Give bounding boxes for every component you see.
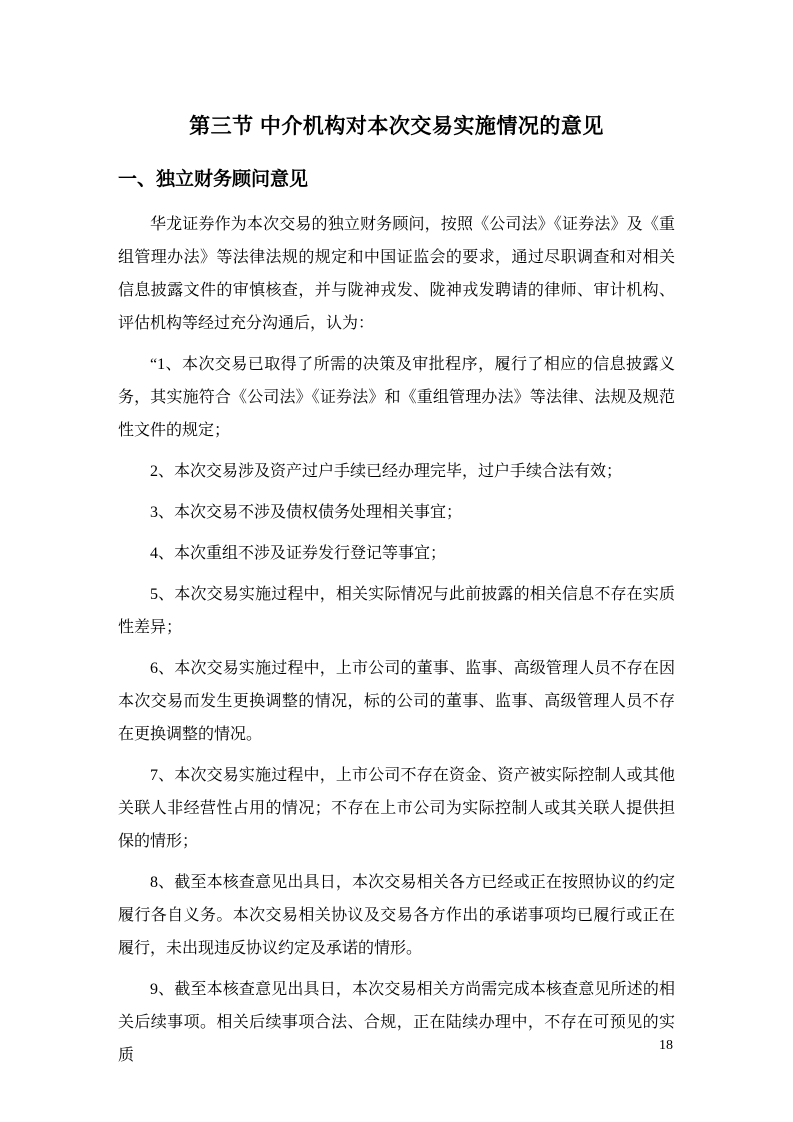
paragraph: 8、截至本核查意见出具日，本次交易相关各方已经或正在按照协议的约定履行各自义务。本次交易相关协议及交易各方作出的承诺事项均已履行或正在履行，未出现违反协议约定及承诺的情形。: [118, 874, 675, 957]
paragraph: 5、本次交易实施过程中，相关实际情况与此前披露的相关信息不存在实质性差异；: [118, 586, 675, 636]
paragraph: 2、本次交易涉及资产过户手续已经办理完毕，过户手续合法有效；: [150, 463, 623, 480]
paragraph: 4、本次重组不涉及证券发行登记等事宜；: [150, 545, 447, 562]
paragraph: 华龙证券作为本次交易的独立财务顾问，按照《公司法》《证券法》及《重组管理办法》等法律法规的规定和中国证监会的要求，通过尽职调查和对相关信息披露文件的审慎核查，并与陇神戎发、陇神戎发聘请的律师、审计机构、评估机构等经过充分沟通后，认为：: [118, 216, 675, 332]
section-heading: 一、独立财务顾问意见: [118, 169, 309, 190]
paragraph: “1、本次交易已取得了所需的决策及审批程序，履行了相应的信息披露义务，其实施符合《公司法》《证券法》和《重组管理办法》等法律、法规及规范性文件的规定；: [118, 356, 675, 439]
paragraph: 9、截至本核查意见出具日，本次交易相关方尚需完成本核查意见所述的相关后续事项。相关后续事项合法、合规，正在陆续办理中，不存在可预见的实质: [118, 981, 675, 1064]
paragraph: 3、本次交易不涉及债权债务处理相关事宜；: [150, 504, 463, 521]
chapter-title: 第三节 中介机构对本次交易实施情况的意见: [189, 115, 604, 138]
paragraph: 6、本次交易实施过程中，上市公司的董事、监事、高级管理人员不存在因本次交易而发生更换调整的情况，标的公司的董事、监事、高级管理人员不存在更换调整的情况。: [118, 660, 675, 743]
paragraph: 7、本次交易实施过程中，上市公司不存在资金、资产被实际控制人或其他关联人非经营性占用的情况；不存在上市公司为实际控制人或其关联人提供担保的情形；: [118, 767, 675, 850]
document-body: [118, 208, 675, 1072]
page-number: 18: [659, 1038, 673, 1053]
